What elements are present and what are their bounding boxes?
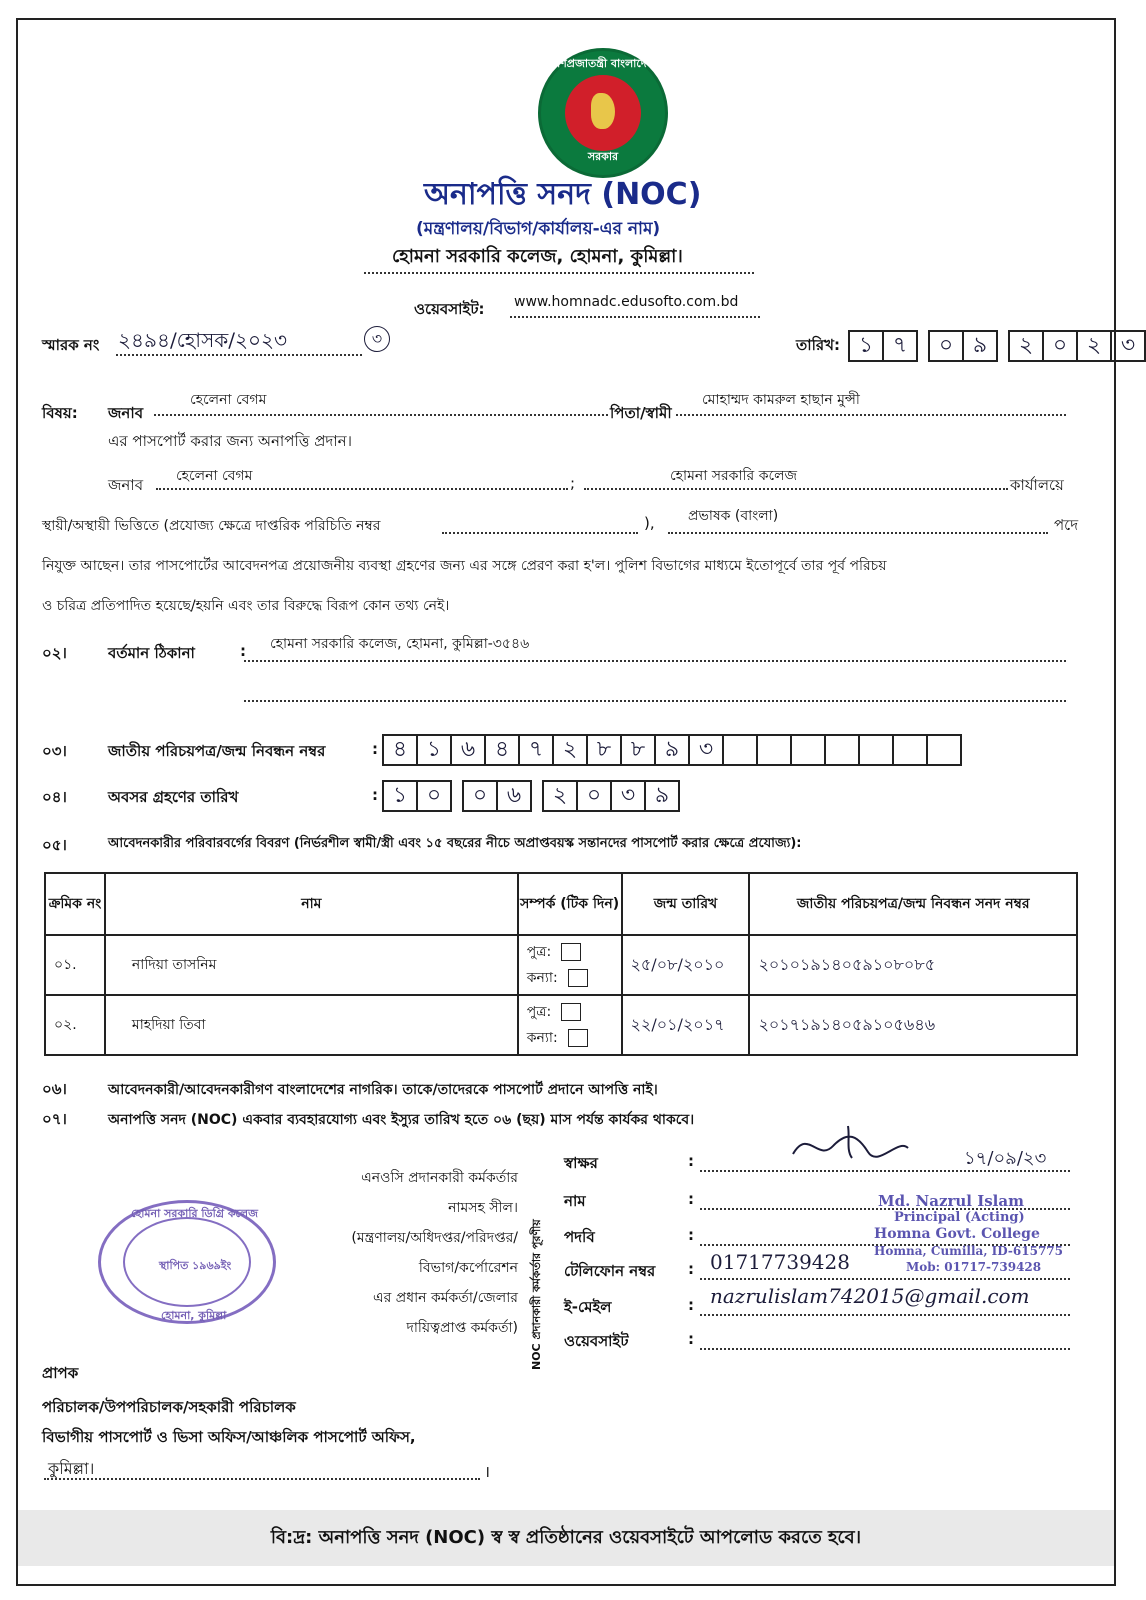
row-dob: ২৫/০৮/২০১০	[622, 935, 750, 995]
body-post-suffix: পদে	[1054, 516, 1079, 534]
digit-box: ৯	[654, 734, 690, 766]
digit-box	[858, 734, 894, 766]
digit-box: ০	[928, 330, 964, 362]
subject-line2: এর পাসপোর্ট করার জন্য অনাপত্তি প্রদান।	[108, 432, 352, 450]
digit-box: ৩	[688, 734, 724, 766]
recipient-line3: কুমিল্লা।	[48, 1459, 95, 1478]
row-id-number: ২০১০১৯১৪০৫৯১০৮০৮৫	[749, 935, 1077, 995]
subject-label: বিষয়:	[42, 404, 78, 422]
son-label: পুত্র:	[526, 944, 552, 960]
email-label: ই-মেইল	[564, 1298, 612, 1316]
digit-box: ০	[462, 780, 498, 812]
designation-label: পদবি	[564, 1228, 595, 1246]
email-value: nazrulislam742015@gmail.com	[710, 1284, 1030, 1308]
stamp-mobile: Mob: 01717-739428	[906, 1260, 1042, 1274]
stamp-title: Principal (Acting)	[894, 1210, 1025, 1225]
digit-box: ৮	[620, 734, 656, 766]
row-name: নাদিয়া তাসনিম	[105, 935, 518, 995]
digit-box	[756, 734, 792, 766]
digit-box: ৩	[610, 780, 646, 812]
stamp-org: Homna Govt. College	[874, 1226, 1040, 1242]
body-office-suffix: কার্যালয়ে	[1010, 476, 1064, 494]
telephone-label: টেলিফোন নম্বর	[564, 1262, 656, 1280]
row-name: মাহদিয়া তিবা	[105, 995, 518, 1055]
digit-box: ৯	[962, 330, 998, 362]
body-janab: জনাব	[108, 476, 144, 494]
digit-box: ১	[416, 734, 452, 766]
recipient-line2: বিভাগীয় পাসপোর্ট ও ভিসা অফিস/আঞ্চলিক পাসপোর্ট অফিস,	[42, 1428, 416, 1446]
page-title: অনাপত্তি সনদ (NOC)	[424, 177, 702, 212]
digit-box: ১	[848, 330, 884, 362]
digit-box: ১	[382, 780, 418, 812]
stamp-address: Homna, Cumilla, ID-615775	[874, 1244, 1063, 1258]
name-label: নাম	[564, 1192, 586, 1210]
signature-label: স্বাক্ষর	[564, 1154, 598, 1172]
subject-name: হেলেনা বেগম	[190, 392, 267, 408]
footer-note: বি:দ্র: অনাপত্তি সনদ (NOC) স্ব স্ব প্রতিষ্ঠানের ওয়েবসাইটে আপলোড করতে হবে।	[18, 1510, 1114, 1566]
digit-box: ৪	[382, 734, 418, 766]
row-serial: ০১.	[45, 935, 105, 995]
table-row	[45, 935, 1077, 995]
father-name: মোহাম্মদ কামরুল হাছান মুন্সী	[702, 392, 860, 408]
body-designation: প্রভাষক (বাংলা)	[688, 508, 779, 524]
daughter-label: কন্যা:	[526, 970, 558, 986]
current-address-value: হোমনা সরকারি কলেজ, হোমনা, কুমিল্লা-৩৫৪৬	[270, 636, 530, 652]
item-07-number: ০৭।	[42, 1110, 67, 1128]
son-label: পুত্র:	[526, 1004, 552, 1020]
noc-document: গণপ্রজাতন্ত্রী বাংলাদেশ সরকার অনাপত্তি সনদ (NOC) (মন্ত্রণালয়/বিভাগ/কার্যালয়-এর নাম) হোমনা সরকারি কলেজ, হোমনা, কুমিল্লা। ওয়েবসাইট: www.homnadc.edusofto.com.bd স্মারক নং ২৪৯৪/হোসক/২০২৩ ৩ তারিখ: ১ ৭ ০ ৯ ২ ০ ২ ৩ বিষয়: জনাব হেলেনা বেগম পিতা/স্বামী মোহাম্মদ কামরুল হাছান মুন্সী এর পাসপোর্ট করার জন্য অনাপত্তি প্রদান। জনাব হেলেনা বেগম ; হোমনা সরকারি কলেজ কার্যালয়ে স্থায়ী/অস্থায়ী ভিত্তিতে (প্রযোজ্য ক্ষেত্রে দাপ্তরিক পরিচিতি নম্বর ), প্রভাষক (বাংলা) পদে নিযুক্ত আছেন। তার পাসপোর্টের আবেদনপত্র প্রয়োজনীয় ব্যবস্থা গ্রহণের জন্য এর সঙ্গে প্রেরণ করা হ'ল। পুলিশ বিভাগের মাধ্যমে ইতোপূর্বে তার পূর্ব পরিচয় ও চরিত্র প্রতিপাদিত হয়েছে/হয়নি এবং তার বিরুদ্ধে বিরূপ কোন তথ্য নেই। ০২। বর্তমান ঠিকানা : হোমনা সরকারি কলেজ, হোমনা, কুমিল্লা-৩৫৪৬ ০৩। জাতীয় পরিচয়পত্র/জন্ম নিবন্ধন নম্বর : ৪ ১ ৬ ৪ ৭ ২ ৮ ৮ ৯ ৩ ০৪। অবসর গ্রহণের তারিখ : ১ ০ ০ ৬ ২ ০ ৩ ৯ ০৫। আবেদনকারীর পরিবারবর্গের বিবরণ (নির্ভরশীল স্বামী/স্ত্রী এবং ১৫ বছরের নীচে অপ্রাপ্তবয়স্ক সন্তানদের পাসপোর্ট করার ক্ষেত্রে প্রযোজ্য): ক্রমিক নং নাম সম্পর্ক (টিক দিন) জন্ম তারিখ জাতীয় পরিচয়পত্র/জন্ম নিবন্ধন সনদ নম্বর ০১. নাদিয়া তাসনিম পুত্র: কন্যা: ২৫/০৮/২০১০ ২০১০১৯১৪০৫৯১০৮০৮৫ ০২. মাহদিয়া তিবা পুত্র: কন্যা: ২২/০১/২০১৭ ২০১৭১৯১৪০৫৯১০৫৬৪৬ ০৬। আবেদনকারী/আবেদনকারীগণ বাংলাদেশের নাগরিক। তাকে/তাদেরকে পাসপোর্ট প্রদানে আপত্তি নাই। ০৭। অনাপত্তি সনদ (NOC) একবার ব্যবহারযোগ্য এবং ইস্যুর তারিখ হতে ০৬ (ছয়) মাস পর্যন্ত কার্যকর থাকবে। এনওসি প্রদানকারী কর্মকর্তার নামসহ সীল। (মন্ত্রণালয়/অধিদপ্তর/পরিদপ্তর/ বিভাগ/কর্পোরেশন এর প্রধান কর্মকর্তা/জেলার দায়িত্বপ্রাপ্ত কর্মকর্তা) NOC প্রদানকারী কর্মকর্তার পূরণীয় স্বাক্ষর নাম পদবি টেলিফোন নম্বর ই-মেইল ওয়েবসাইট : : : : : : ১৭/০৯/২৩ Md. Nazrul Islam Principal (Acting) Homna Govt. College Homna, Cumilla, ID-615775 Mob: 01717-739428 01717739428 nazrulislam742015@gmail.com হোমনা সরকারি ডিগ্রি কলেজ স্থাপিত ১৯৬৯ইং হোমনা, কুমিল্লা প্রাপক পরিচালক/উপপরিচালক/সহকারী পরিচালক বিভাগীয় পাসপোর্ট ও ভিসা অফিস/আঞ্চলিক পাসপোর্ট অফিস, কুমিল্লা। । বি:দ্র: অনাপত্তি সনদ (NOC) স্ব স্ব প্রতিষ্ঠানের ওয়েবসাইটে আপলোড করতে হবে।	[16, 18, 1116, 1586]
table-header-relation: সম্পর্ক (টিক দিন)	[518, 873, 622, 935]
table-header-name: নাম	[105, 873, 518, 935]
body-line4: ও চরিত্র প্রতিপাদিত হয়েছে/হয়নি এবং তার বিরুদ্ধে বিরূপ কোন তথ্য নেই।	[42, 598, 450, 614]
digit-box: ৪	[484, 734, 520, 766]
item-04-number: ০৪।	[42, 788, 67, 806]
item-07-text: অনাপত্তি সনদ (NOC) একবার ব্যবহারযোগ্য এবং ইস্যুর তারিখ হতে ০৬ (ছয়) মাস পর্যন্ত কার্যকর থাকবে।	[108, 1112, 695, 1128]
digit-box: ০	[576, 780, 612, 812]
table-header-serial: ক্রমিক নং	[45, 873, 105, 935]
issue-date-boxes	[848, 330, 1144, 362]
nid-label: জাতীয় পরিচয়পত্র/জন্ম নিবন্ধন নম্বর	[108, 742, 326, 760]
digit-box: ৭	[882, 330, 918, 362]
digit-box: ২	[552, 734, 588, 766]
memo-circled-number: ৩	[364, 326, 390, 352]
digit-box	[722, 734, 758, 766]
subject-janab: জনাব	[108, 404, 144, 422]
son-checkbox[interactable]	[561, 1003, 581, 1021]
retirement-date-label: অবসর গ্রহণের তারিখ	[108, 788, 239, 806]
digit-box: ৩	[1110, 330, 1146, 362]
digit-box: ০	[416, 780, 452, 812]
page-subtitle: (মন্ত্রণালয়/বিভাগ/কার্যালয়-এর নাম)	[416, 219, 661, 239]
government-emblem-icon: গণপ্রজাতন্ত্রী বাংলাদেশ সরকার	[538, 48, 668, 178]
item-06-text: আবেদনকারী/আবেদনকারীগণ বাংলাদেশের নাগরিক। তাকে/তাদেরকে পাসপোর্ট প্রদানে আপত্তি নাই।	[108, 1082, 658, 1098]
digit-box: ২	[542, 780, 578, 812]
item-03-number: ০৩।	[42, 742, 67, 760]
phone-value: 01717739428	[710, 1250, 850, 1274]
website-value: www.homnadc.edusofto.com.bd	[514, 294, 739, 310]
recipient-line1: পরিচালক/উপপরিচালক/সহকারী পরিচালক	[42, 1398, 296, 1416]
signature-mark	[788, 1118, 948, 1168]
retirement-date-boxes	[382, 780, 678, 812]
digit-box: ২	[1008, 330, 1044, 362]
digit-box	[824, 734, 860, 766]
digit-box	[790, 734, 826, 766]
office-name: হোমনা সরকারি কলেজ, হোমনা, কুমিল্লা।	[392, 246, 683, 267]
digit-box: ৯	[644, 780, 680, 812]
daughter-label: কন্যা:	[526, 1030, 558, 1046]
family-details-label: আবেদনকারীর পরিবারবর্গের বিবরণ (নির্ভরশীল স্বামী/স্ত্রী এবং ১৫ বছরের নীচে অপ্রাপ্তবয়স্ক সন্তানদের পাসপোর্ট করার ক্ষেত্রে প্রযোজ্য):	[108, 836, 802, 851]
website-label: ওয়েবসাইট:	[414, 300, 485, 318]
body-line2-prefix: স্থায়ী/অস্থায়ী ভিত্তিতে (প্রযোজ্য ক্ষেত্রে দাপ্তরিক পরিচিতি নম্বর	[42, 518, 381, 534]
son-checkbox[interactable]	[561, 943, 581, 961]
digit-box: ৭	[518, 734, 554, 766]
signature-date: ১৭/০৯/২৩	[964, 1148, 1047, 1169]
digit-box: ০	[1042, 330, 1078, 362]
body-office: হোমনা সরকারি কলেজ	[670, 468, 798, 484]
body-name: হেলেনা বেগম	[176, 468, 253, 484]
website-field-label: ওয়েবসাইট	[564, 1332, 629, 1350]
daughter-checkbox[interactable]	[568, 969, 588, 987]
stamp-name: Md. Nazrul Islam	[878, 1192, 1024, 1210]
row-dob: ২২/০১/২০১৭	[622, 995, 750, 1055]
body-line3: নিযুক্ত আছেন। তার পাসপোর্টের আবেদনপত্র প্রয়োজনীয় ব্যবস্থা গ্রহণের জন্য এর সঙ্গে প্রেরণ করা হ'ল। পুলিশ বিভাগের মাধ্যমে ইতোপূর্বে তার পূর্ব পরিচয়	[42, 558, 887, 574]
college-seal-icon: হোমনা সরকারি ডিগ্রি কলেজ স্থাপিত ১৯৬৯ইং হোমনা, কুমিল্লা	[98, 1200, 276, 1324]
father-label: পিতা/স্বামী	[610, 404, 672, 422]
date-label: তারিখ:	[796, 336, 840, 354]
row-serial: ০২.	[45, 995, 105, 1055]
recipient-label: প্রাপক	[42, 1364, 79, 1382]
digit-box: ৬	[496, 780, 532, 812]
table-row	[45, 995, 1077, 1055]
family-table	[44, 872, 1078, 1056]
digit-box	[926, 734, 962, 766]
vertical-label: NOC প্রদানকারী কর্মকর্তার পূরণীয়	[530, 1219, 543, 1370]
nid-number-boxes	[382, 734, 960, 766]
item-02-number: ০২।	[42, 644, 67, 662]
item-05-number: ০৫।	[42, 836, 67, 854]
digit-box: ৬	[450, 734, 486, 766]
table-header-id: জাতীয় পরিচয়পত্র/জন্ম নিবন্ধন সনদ নম্বর	[749, 873, 1077, 935]
item-06-number: ০৬।	[42, 1080, 67, 1098]
daughter-checkbox[interactable]	[568, 1029, 588, 1047]
current-address-label: বর্তমান ঠিকানা	[108, 644, 195, 662]
digit-box	[892, 734, 928, 766]
memo-number: ২৪৯৪/হোসক/২০২৩	[118, 328, 288, 352]
row-id-number: ২০১৭১৯১৪০৫৯১০৫৬৪৬	[749, 995, 1077, 1055]
table-header-dob: জন্ম তারিখ	[622, 873, 750, 935]
digit-box: ৮	[586, 734, 622, 766]
digit-box: ২	[1076, 330, 1112, 362]
memo-label: স্মারক নং	[42, 336, 100, 354]
